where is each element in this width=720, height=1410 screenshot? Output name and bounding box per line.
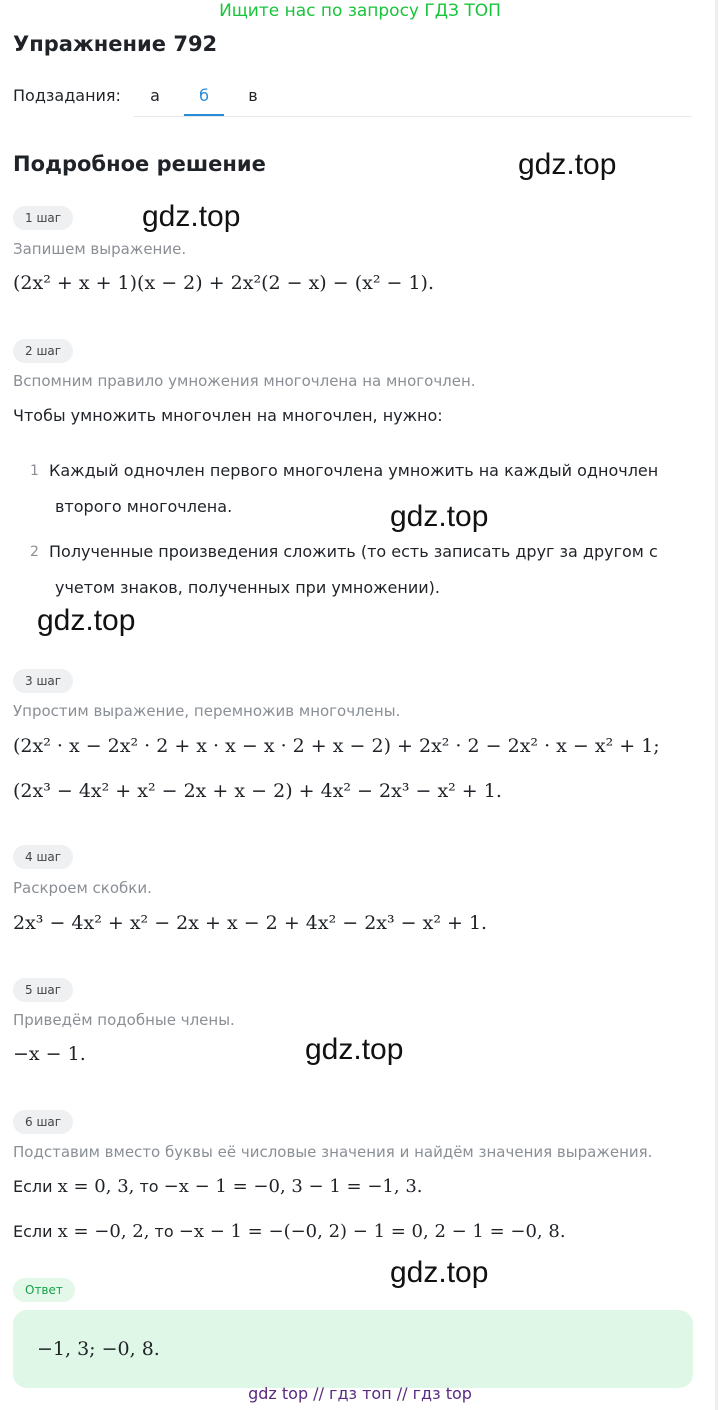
watermark: gdz.top xyxy=(390,500,489,533)
math-calculation: −x − 1 = −(−0, 2) − 1 = 0, 2 − 1 = −0, 8. xyxy=(178,1221,566,1242)
rule-intro: Чтобы умножить многочлен на многочлен, нужно: xyxy=(13,406,443,425)
step-description: Запишем выражение. xyxy=(13,240,187,258)
line-mid: то xyxy=(139,1177,159,1196)
list-item: Каждый одночлен первого многочлена умножить на каждый одночлен xyxy=(49,461,659,480)
line-prefix: Если xyxy=(13,1222,53,1241)
list-number: 2 xyxy=(30,544,39,560)
math-calculation: −x − 1 = −0, 3 − 1 = −1, 3. xyxy=(163,1176,423,1197)
math-expression: (2x³ − 4x² + x² − 2x + x − 2) + 4x² − 2x³ − x² + 1. xyxy=(13,780,502,802)
step-badge: 2 шаг xyxy=(13,339,73,363)
line-prefix: Если xyxy=(13,1177,53,1196)
subtasks-label: Подзадания: xyxy=(13,86,121,105)
step-badge: 3 шаг xyxy=(13,669,73,693)
step-badge: 5 шаг xyxy=(13,978,73,1002)
footer-links[interactable]: gdz top // гдз топ // гдз top xyxy=(248,1384,472,1403)
list-number: 1 xyxy=(30,463,39,479)
math-condition: x = 0, 3, xyxy=(57,1176,135,1197)
step-badge: 6 шаг xyxy=(13,1110,73,1134)
subtask-tabs xyxy=(134,80,692,117)
step-description: Упростим выражение, перемножив многочлены. xyxy=(13,702,401,720)
watermark: gdz.top xyxy=(142,200,241,233)
watermark: gdz.top xyxy=(37,604,136,637)
math-expression: (2x² · x − 2x² · 2 + x · x − x · 2 + x − 2) + 2x² · 2 − 2x² · x − x² + 1; xyxy=(13,735,660,757)
step-description: Раскроем скобки. xyxy=(13,879,152,897)
step-description: Подставим вместо буквы её числовые значения и найдём значения выражения. xyxy=(13,1143,653,1161)
substitution-line xyxy=(13,1221,566,1242)
tab-subtask-a[interactable]: а xyxy=(150,86,160,105)
step-badge: 4 шаг xyxy=(13,845,73,869)
math-expression: −x − 1. xyxy=(13,1043,86,1065)
tab-subtask-b[interactable]: б xyxy=(184,86,224,116)
math-expression: 2x³ − 4x² + x² − 2x + x − 2 + 4x² − 2x³ − x² + 1. xyxy=(13,912,488,934)
list-item-continuation: учетом знаков, полученных при умножении). xyxy=(55,578,440,597)
math-expression: (2x² + x + 1)(x − 2) + 2x²(2 − x) − (x² − 1). xyxy=(13,272,435,294)
watermark: gdz.top xyxy=(518,148,617,181)
watermark: gdz.top xyxy=(305,1033,404,1066)
answer-badge: Ответ xyxy=(13,1278,75,1302)
step-badge: 1 шаг xyxy=(13,206,73,230)
section-title: Подробное решение xyxy=(13,152,266,176)
line-mid: то xyxy=(154,1222,174,1241)
tab-subtask-v[interactable]: в xyxy=(248,86,258,105)
substitution-line xyxy=(13,1176,423,1197)
step-description: Приведём подобные члены. xyxy=(13,1011,235,1029)
step-description: Вспомним правило умножения многочлена на многочлен. xyxy=(13,372,476,390)
list-item: Полученные произведения сложить (то есть записать друг за другом с xyxy=(49,542,658,561)
math-condition: x = −0, 2, xyxy=(57,1221,150,1242)
watermark: gdz.top xyxy=(390,1256,489,1289)
scrollbar-track[interactable] xyxy=(715,0,718,1410)
list-item-continuation: второго многочлена. xyxy=(55,497,233,516)
promo-banner[interactable]: Ищите нас по запросу ГДЗ ТОП xyxy=(219,1,501,21)
answer-value: −1, 3; −0, 8. xyxy=(37,1338,160,1360)
page-title: Упражнение 792 xyxy=(13,32,218,56)
answer-box xyxy=(13,1310,693,1388)
